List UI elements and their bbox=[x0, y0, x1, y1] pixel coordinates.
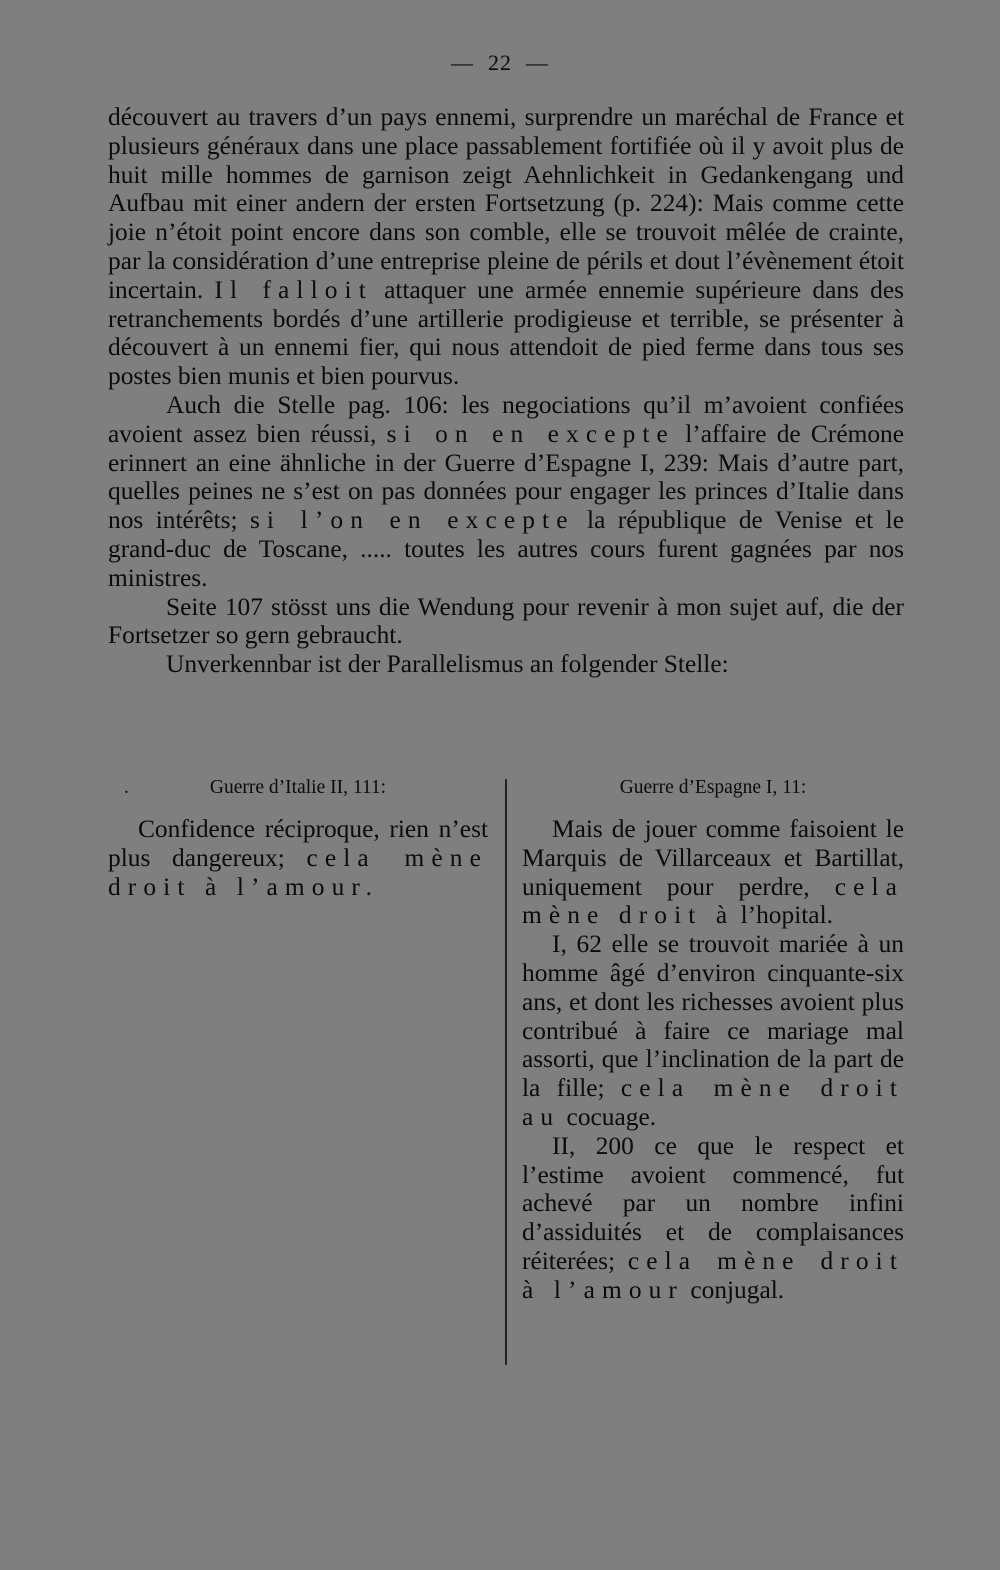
right-column-heading-text: Guerre d’Espagne I, 11: bbox=[619, 777, 807, 798]
left-column-heading bbox=[108, 775, 488, 801]
parallel-columns bbox=[108, 775, 904, 1375]
right-column bbox=[522, 775, 904, 1305]
paragraph-p3 bbox=[108, 593, 904, 651]
text-run: Seite 107 stösst uns die Wendung pour revenir à mon sujet auf, die der Fortsetzer so gern gebraucht. bbox=[108, 592, 904, 650]
left-column bbox=[108, 775, 488, 901]
page-number bbox=[0, 50, 1000, 76]
column-divider bbox=[505, 779, 507, 1365]
text-run: l’affaire de Crémone erinnert an eine ähnliche in der Guerre d’Espagne I, 239: Mais d’autre part, quelles peines ne s’est on pas données pour engager les princes d’Italie dans nos intérêts; bbox=[108, 419, 905, 535]
left-column-marker: . bbox=[124, 777, 129, 798]
text-run: Auch die Stelle pag. 106: les negociations qu’il m’avoient confiées avoient assez bien réussi, bbox=[108, 390, 904, 448]
paragraph-p1 bbox=[108, 103, 904, 391]
text-run: Unverkennbar ist der Parallelismus an folgender Stelle: bbox=[166, 650, 729, 679]
left-column-text bbox=[108, 815, 488, 901]
text-run: l’hopital. bbox=[734, 901, 833, 930]
paragraph-r1 bbox=[522, 815, 904, 930]
text-run: Mais de jouer comme faisoient le Marquis de Villarceaux et Bartillat, uniquement pour perdre, bbox=[522, 815, 904, 901]
paragraph-p4 bbox=[108, 650, 904, 679]
right-column-text bbox=[522, 815, 904, 1305]
page-number-value: 22 bbox=[488, 50, 512, 75]
text-run: I, 62 elle se trouvoit mariée à un homme âgé d’environ cinquante-six ans, et dont les richesses avoient plus contribué à faire ce mariage mal assorti, que l’inclination de la part de la fille; bbox=[522, 930, 904, 1103]
paragraph-p2 bbox=[108, 391, 904, 593]
text-run: Confidence réciproque, rien n’est plus dangereux; bbox=[108, 815, 488, 872]
page-number-dash-right: — bbox=[526, 50, 549, 75]
spaced-emphasis: cela mène droit à l’amour. bbox=[108, 843, 488, 901]
text-run: conjugal. bbox=[684, 1275, 785, 1304]
spaced-emphasis: cela mène droit à l’amour bbox=[522, 1246, 904, 1304]
paragraph-l1 bbox=[108, 815, 488, 901]
text-run: attaquer une armée ennemie supérieure dans des retranchements bordés d’une artillerie prodigieuse et terrible, se présenter à découvert à un ennemi fier, qui nous attendoit de pied ferme dans tous ses postes bien munis et bien pourvus. bbox=[108, 275, 904, 391]
main-text bbox=[108, 103, 904, 679]
spaced-emphasis: cela mène droit à bbox=[522, 872, 904, 930]
right-column-heading bbox=[522, 775, 904, 801]
spaced-emphasis: si l’on en excepte bbox=[249, 506, 575, 535]
text-run: II, 200 ce que le respect et l’estime avoient commencé, fut achevé par un nombre infini d’assiduités et de complaisances réiterées; bbox=[522, 1131, 904, 1275]
paragraph-r3 bbox=[522, 1132, 904, 1305]
left-column-heading-text: Guerre d’Italie II, 111: bbox=[209, 777, 387, 798]
paragraph-r2 bbox=[522, 930, 904, 1132]
spaced-emphasis: cela mène droit au bbox=[522, 1074, 904, 1131]
text-run: la république de Venise et le grand-duc de Toscane, ..... toutes les autres cours furent gagnées par nos ministres. bbox=[108, 506, 904, 592]
spaced-emphasis: Il falloit bbox=[214, 275, 373, 304]
spaced-emphasis: si on en excepte bbox=[386, 419, 675, 448]
text-run: cocuage. bbox=[560, 1102, 657, 1131]
page-number-dash-left: — bbox=[451, 50, 474, 75]
text-run: découvert au travers d’un pays ennemi, surprendre un maréchal de France et plusieurs généraux dans une place passablement fortifiée où il y avoit plus de huit mille hommes de garnison zeigt Aehnlichkeit in Gedankengang und Aufbau mit einer andern der ersten Fortsetzung (p. 224): Mais comme cette joie n’étoit point encore dans son comble, elle se trouvoit mêlée de crainte, par la considération d’une entreprise pleine de périls et dout l’évènement étoit incertain. bbox=[108, 103, 904, 304]
